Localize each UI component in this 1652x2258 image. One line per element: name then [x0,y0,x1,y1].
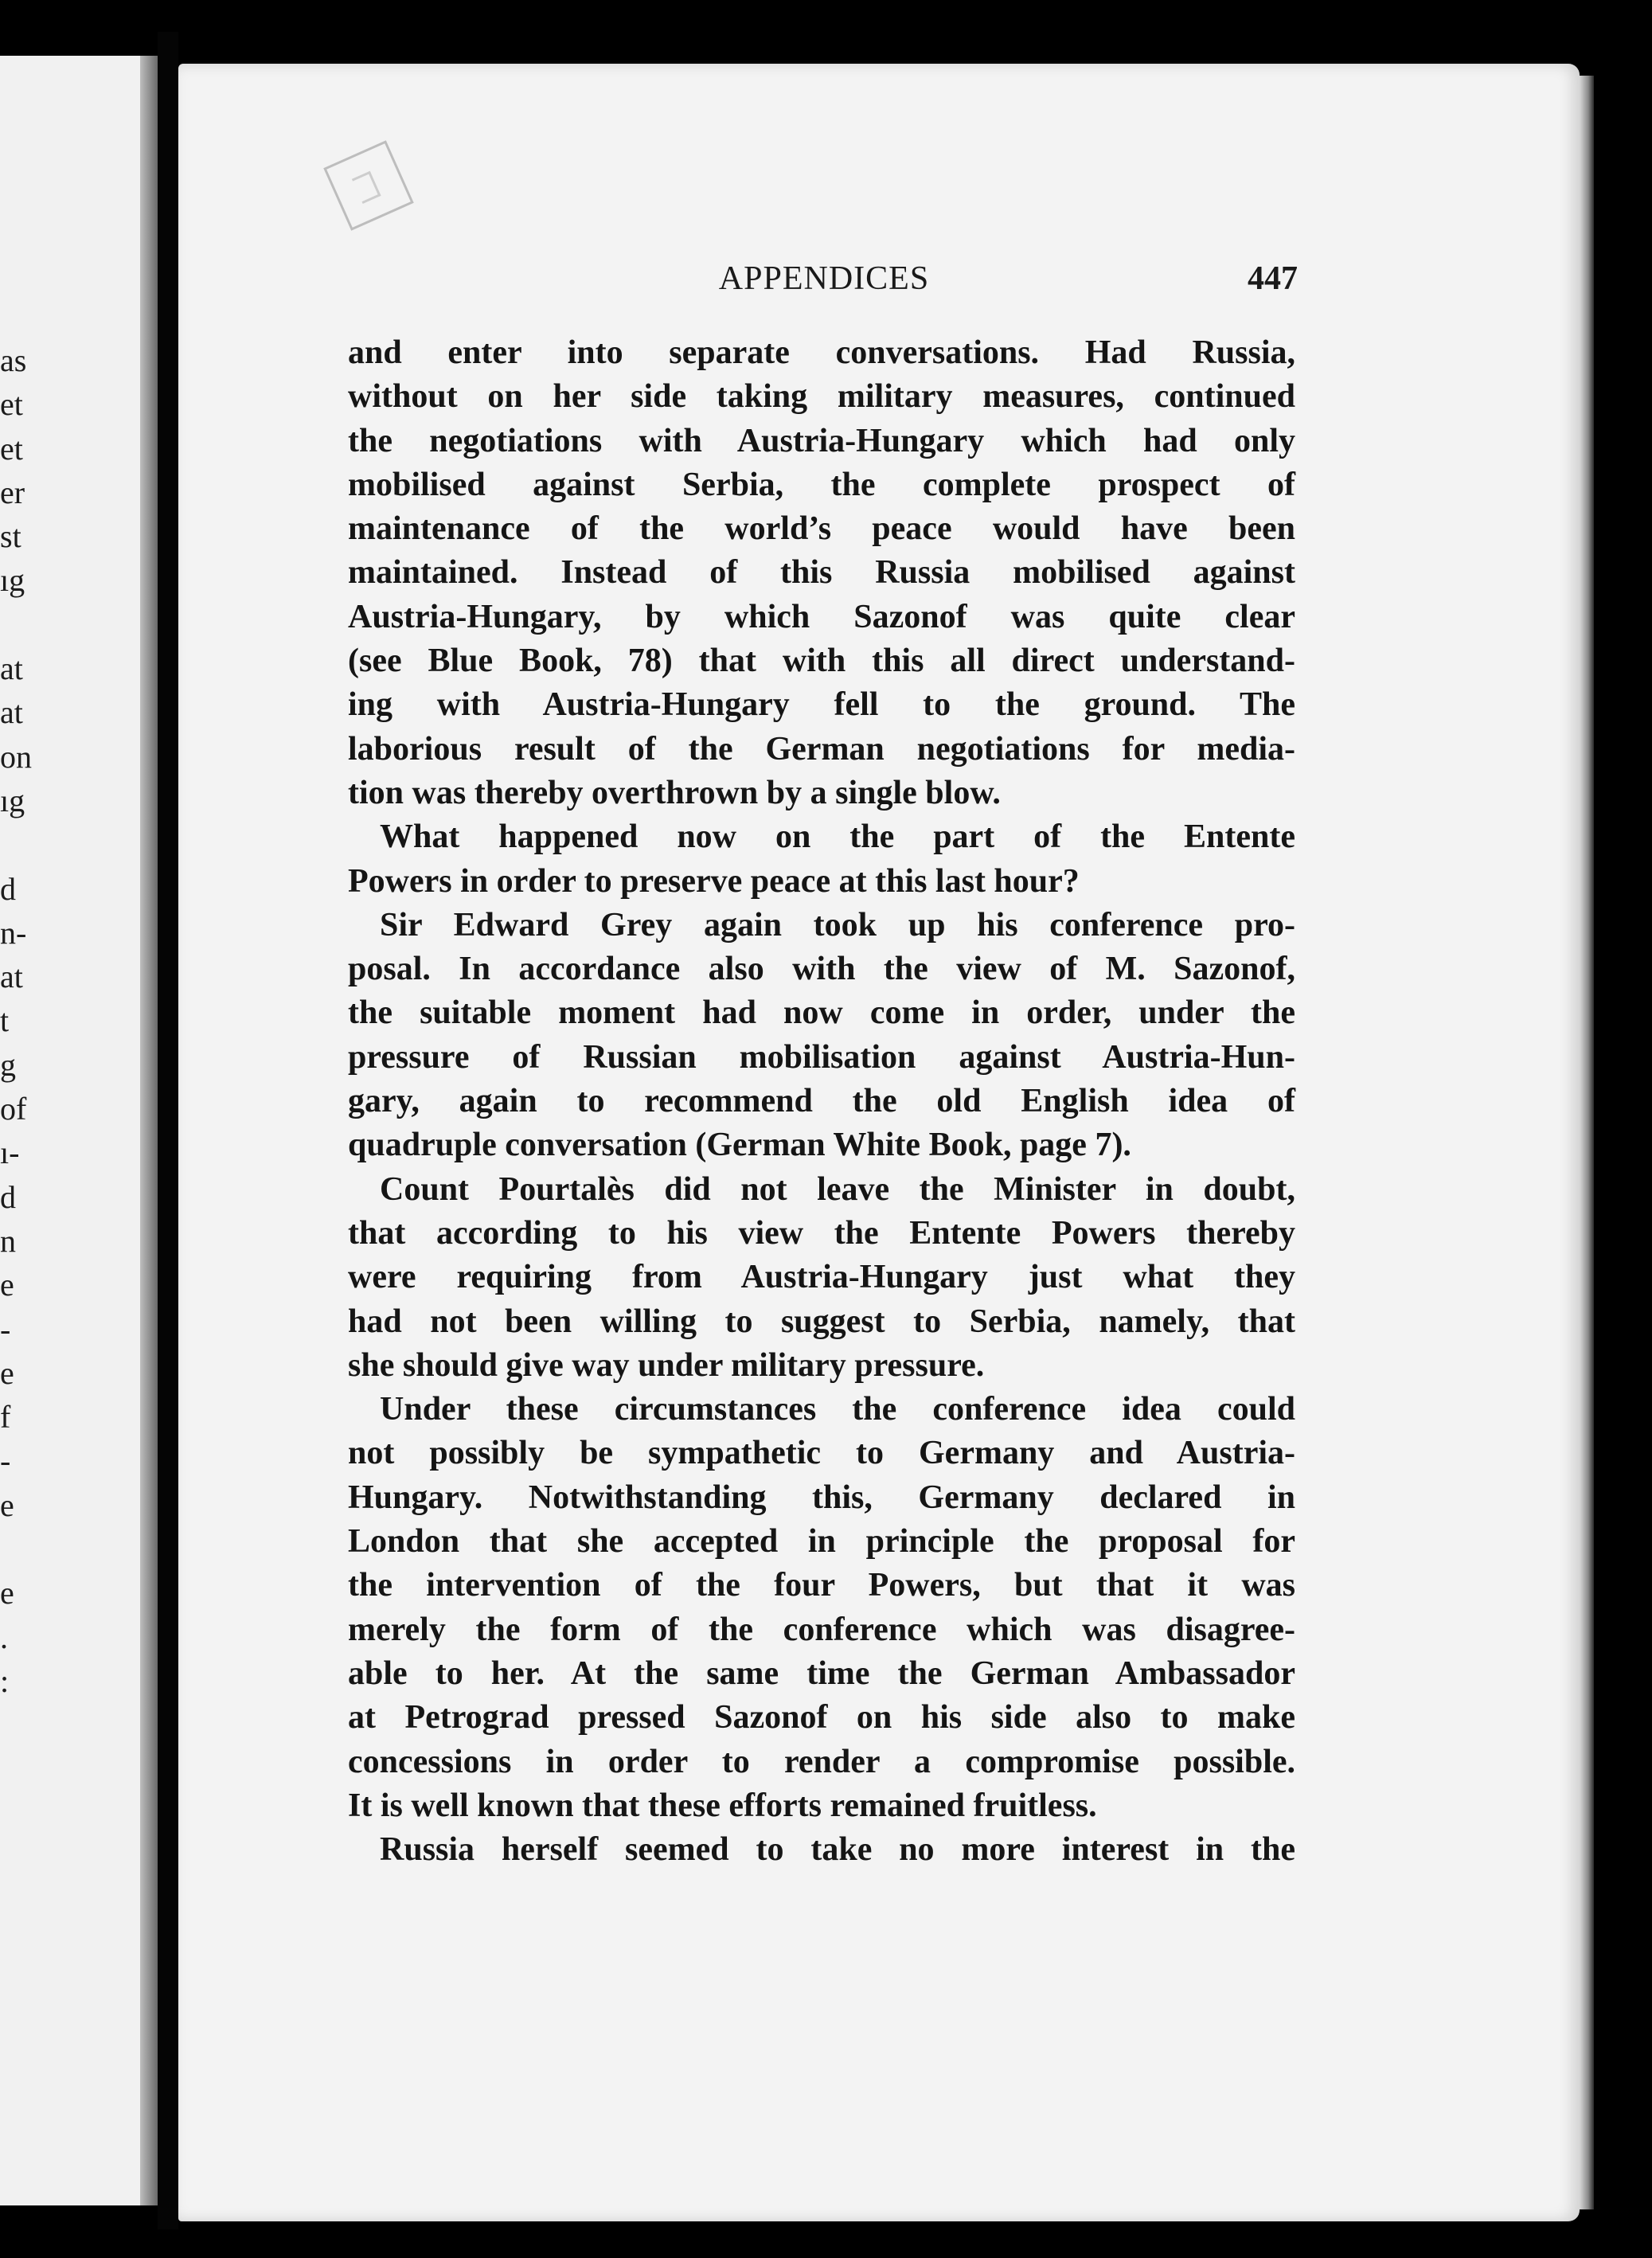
previous-page-line-fragments [0,338,143,1703]
text-line: the negotiations with Austria-Hungary which had only [348,422,1295,459]
line-fragment: ıg [0,782,25,818]
text-line: Sir Edward Grey again took up his conference pro- [380,906,1295,943]
line-fragment: of [0,1091,27,1127]
text-line: the intervention of the four Powers, but that it was [348,1567,1295,1604]
line-fragment: st [0,518,21,555]
text-line: the suitable moment had now come in order, under the [348,994,1295,1032]
text-line: posal. In accordance also with the view of M. Sazonof, [348,951,1295,988]
line-fragment: et [0,430,23,467]
line-fragment: t [0,1002,10,1039]
text-line: Under these circumstances the conference idea could [380,1391,1295,1428]
text-line: maintained. Instead of this Russia mobilised against [348,554,1295,592]
page-gutter-shadow [140,56,158,2205]
text-line: ing with Austria-Hungary fell to the ground. The [348,686,1295,724]
text-line: at Petrograd pressed Sazonof on his side also to make [348,1699,1295,1736]
page-number: 447 [1248,260,1298,297]
text-line: that according to his view the Entente Powers thereby [348,1214,1295,1252]
line-fragment: ıg [0,562,25,599]
text-line: and enter into separate conversations. Had Russia, [348,334,1295,371]
text-line: mobilised against Serbia, the complete prospect of [348,466,1295,503]
line-fragment: e [0,1575,14,1611]
line-fragment: at [0,959,23,995]
line-fragment: f [0,1399,11,1436]
line-fragment: : [0,1662,10,1699]
text-line: maintenance of the world’s peace would have been [348,510,1295,548]
text-line: pressure of Russian mobilisation against Austria-Hun- [348,1038,1295,1076]
line-fragment: on [0,738,32,775]
text-line: (see Blue Book, 78) that with this all direct understand- [348,643,1295,680]
text-line: What happened now on the part of the Entente [380,818,1295,856]
line-fragment: d [0,1178,16,1215]
line-fragment [0,822,143,866]
text-line: It is well known that these efforts remained fruitless. [348,1787,1097,1824]
text-line: had not been willing to suggest to Serbia, namely, that [348,1303,1295,1340]
text-line: Hungary. Notwithstanding this, Germany declared in [348,1479,1295,1516]
text-line: not possibly be sympathetic to Germany and Austria- [348,1435,1295,1472]
page-header [350,255,1298,303]
line-fragment: - [0,1443,11,1479]
book-binding [158,32,178,2229]
line-fragment: at [0,694,23,731]
line-fragment: d [0,870,16,907]
previous-page-edge [0,56,158,2205]
line-fragment: e [0,1354,14,1391]
line-fragment [0,603,143,647]
text-line: Russia herself seemed to take no more interest in the [380,1831,1295,1869]
line-fragment [0,1527,143,1571]
running-title: APPENDICES [718,260,930,297]
line-fragment: et [0,386,23,423]
text-line: merely the form of the conference which was disagree- [348,1611,1295,1648]
line-fragment: . [0,1619,8,1655]
text-line: Austria-Hungary, by which Sazonof was quite clear [348,598,1295,635]
line-fragment: ı- [0,1135,20,1171]
text-line: gary, again to recommend the old English idea of [348,1083,1295,1120]
text-line: able to her. At the same time the German Ambassador [348,1654,1295,1692]
line-fragment: er [0,474,25,510]
line-fragment: - [0,1311,11,1347]
line-fragment: g [0,1046,16,1083]
line-fragment: at [0,650,23,687]
text-line: she should give way under military pressure. [348,1346,985,1384]
text-line: quadruple conversation (German White Book, page 7). [348,1127,1131,1164]
text-line: concessions in order to render a compromise possible. [348,1743,1295,1780]
text-line: London that she accepted in principle the proposal for [348,1523,1295,1561]
text-line: Powers in order to preserve peace at this last hour? [348,862,1080,900]
page-edge-shadow [1580,76,1594,2209]
text-line: were requiring from Austria-Hungary just what they [348,1259,1295,1296]
text-line: without on her side taking military measures, continued [348,378,1295,416]
line-fragment: n [0,1222,16,1259]
text-line: laborious result of the German negotiations for media- [348,730,1295,768]
body-text [348,331,1295,1872]
line-fragment: e [0,1267,14,1303]
line-fragment: n- [0,914,27,951]
line-fragment: e [0,1486,14,1523]
text-line: tion was thereby overthrown by a single blow. [348,774,1001,811]
text-line: Count Pourtalès did not leave the Minister in doubt, [380,1170,1295,1208]
line-fragment: as [0,342,27,378]
